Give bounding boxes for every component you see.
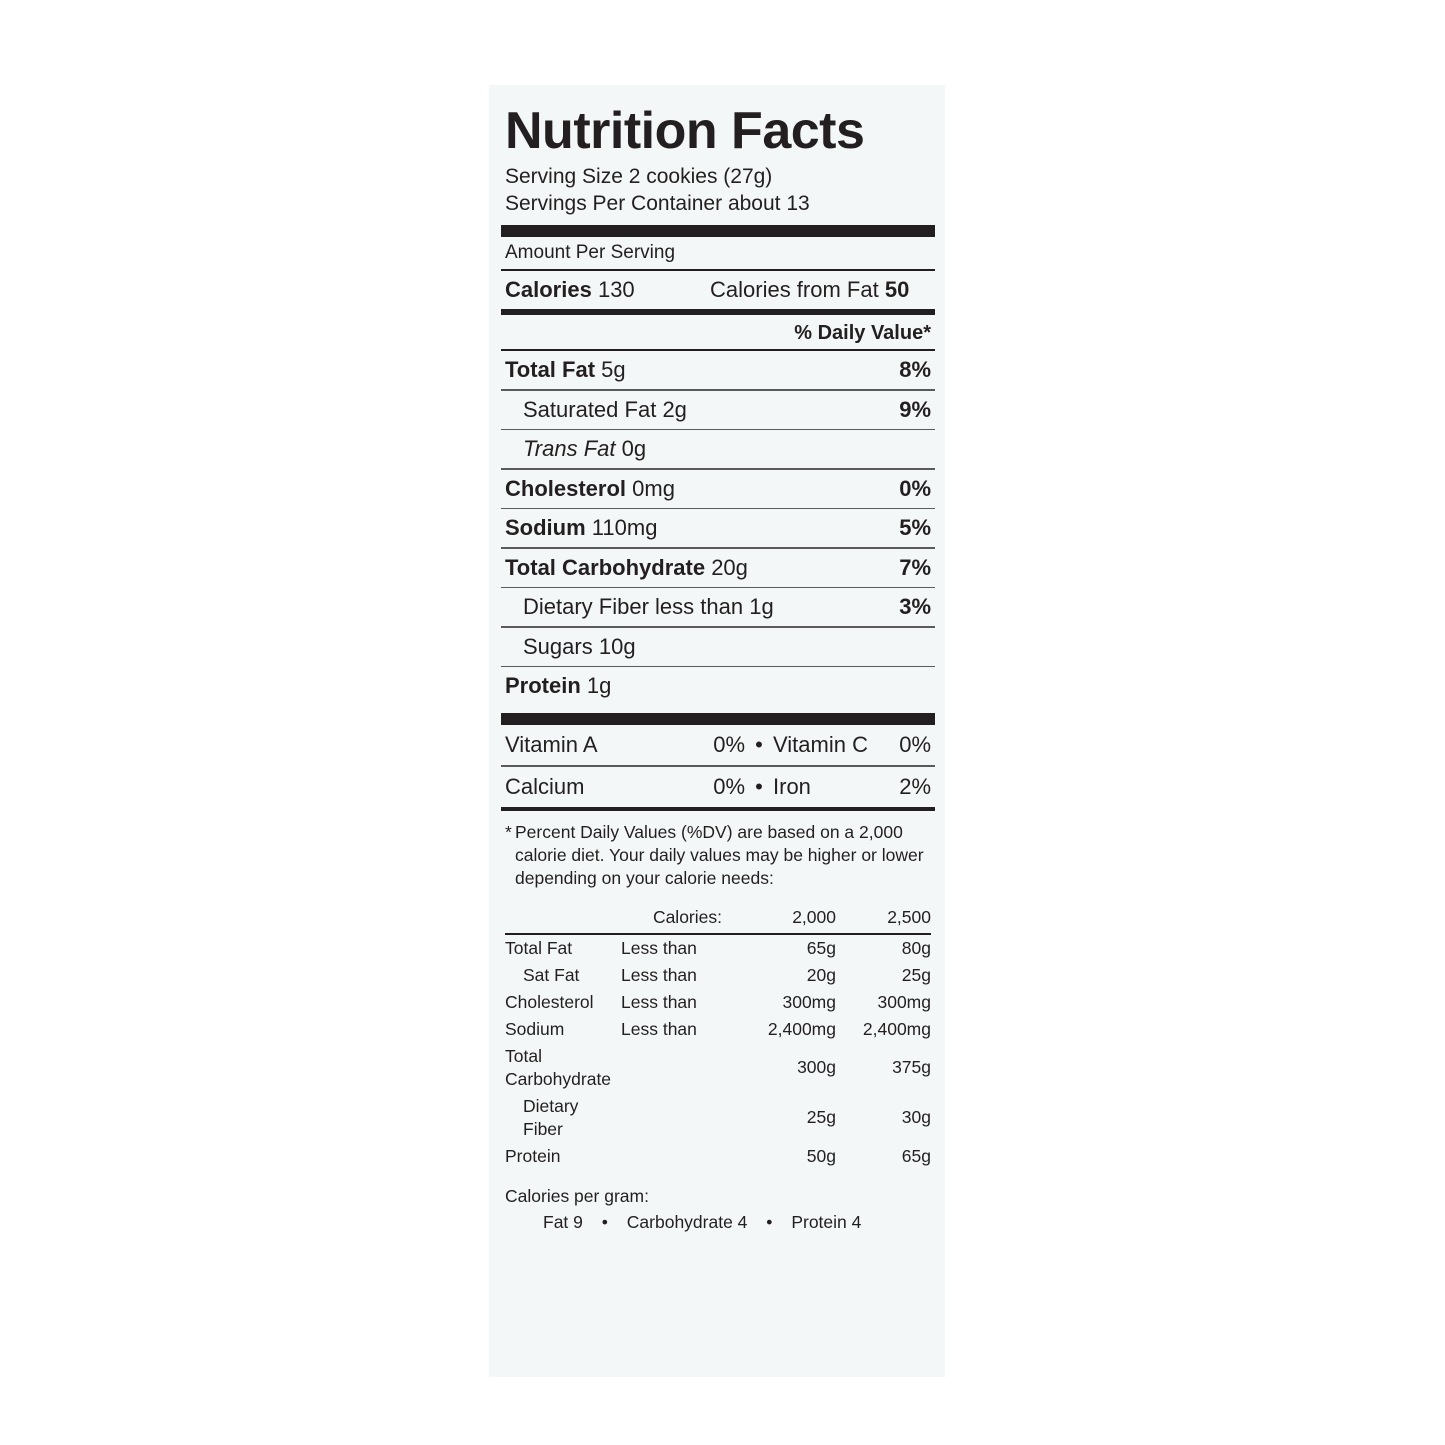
bullet-icon: • [601,1211,608,1232]
nutrient-amount: 0mg [632,475,675,501]
vitamin-name: Vitamin A [505,732,598,757]
nutrient-row-cholesterol [499,470,937,508]
nutrient-dv: 3% [899,594,931,619]
cpg-fat: Fat 9 [543,1211,583,1232]
dv-row-name: Dietary Fiber [523,1095,579,1139]
calories-per-gram-label: Calories per gram: [505,1185,649,1206]
spacer-cell [505,904,621,933]
dv-row-name: Total Fat [505,937,573,958]
dv-row-name: Sat Fat [523,964,580,985]
calories-from-fat-label: Calories from Fat [710,277,879,302]
nutrient-amount: 10g [598,633,636,659]
dv-row-name: Sodium [505,1018,565,1039]
dv-row-less: Less than [621,991,697,1012]
daily-value-header: % Daily Value* [794,322,931,344]
nutrient-row-sodium [499,509,937,547]
table-row-header [505,904,931,933]
nutrient-dv: 9% [899,396,931,422]
nutrient-row-dietary-fiber [499,588,937,626]
nutrient-name-cell [523,633,636,661]
servings-per-container: Servings Per Container about 13 [505,192,810,215]
nutrient-row-total-carbohydrate [499,549,937,587]
calories-from-fat-cell [710,276,909,304]
calories-per-gram-values [505,1210,931,1234]
nutrient-row-protein [499,667,937,705]
dv-row-v2: 30g [901,1107,931,1127]
footnote-text: Percent Daily Values (%DV) are based on a 2,000 calorie diet. Your daily values may be higher or lower depending on your calorie needs: [515,821,924,888]
cpg-carbohydrate: Carbohydrate 4 [626,1211,748,1232]
daily-values-table [505,904,931,1170]
vitamin-percent: 2% [899,773,931,799]
table-row [505,1143,931,1170]
dv-row-v2: 300mg [877,991,931,1012]
bullet-icon: • [755,773,763,799]
divider-thick-top [501,225,935,237]
dv-row-v2: 65g [901,1145,931,1166]
nutrient-dv: 0% [899,475,931,501]
vitamin-name: Calcium [505,773,585,799]
amount-per-serving: Amount Per Serving [505,242,676,263]
nutrient-amount: less than 1g [655,594,774,619]
table-row [505,1043,931,1093]
nutrient-name: Total Fat [505,357,596,382]
vitamin-percent: 0% [713,732,745,757]
nutrient-row-total-fat [499,351,937,389]
nutrient-name-cell [505,475,675,503]
table-row [505,989,931,1016]
nutrient-amount: 110mg [591,515,658,540]
dv-row-name: Total Carbohydrate [505,1045,612,1089]
nutrient-name-cell [523,593,774,621]
dv-row-less [621,1093,726,1143]
bullet-icon: • [766,1211,773,1232]
nutrient-name: Sodium [505,515,586,540]
vitamin-percent: 0% [713,773,745,799]
dv-row-name: Protein [505,1145,561,1166]
nutrient-name-cell [505,514,657,542]
dv-col-2000: 2,000 [792,906,836,927]
vitamin-row-a-c [499,725,937,765]
nutrient-amount: 2g [662,396,687,422]
nutrient-name: Saturated Fat [523,396,657,422]
vitamin-name: Vitamin C [773,732,868,757]
vitamin-name: Iron [773,773,811,799]
dv-row-v1: 2,400mg [767,1018,836,1039]
dv-row-name: Cholesterol [505,991,594,1012]
nutrient-row-sugars [499,628,937,666]
nutrient-row-saturated-fat [499,391,937,429]
nutrient-name: Sugars [523,633,593,659]
dv-row-v1: 65g [806,937,836,958]
calories-cell [505,276,710,304]
nutrient-amount: 5g [601,357,626,382]
nutrient-dv: 7% [899,554,931,580]
table-row [505,934,931,962]
divider-thick-bottom [501,713,935,725]
dv-row-v1: 20g [806,964,836,985]
nutrient-row-trans-fat [499,430,937,468]
page-title: Nutrition Facts [505,102,865,160]
nutrient-name: Total Carbohydrate [505,554,706,580]
footnote [505,821,931,890]
dv-row-less [621,1143,726,1170]
dv-row-v2: 25g [901,964,931,985]
nutrition-facts-panel [489,85,945,1377]
nutrient-dv: 5% [899,515,931,540]
dv-row-v2: 80g [901,937,931,958]
dv-row-v1: 50g [806,1145,836,1166]
nutrient-name-cell [505,554,748,582]
footnote-star: * [505,821,512,842]
calories-row [499,271,937,309]
serving-size: Serving Size 2 cookies (27g) [505,165,773,188]
nutrient-name: Cholesterol [505,475,627,501]
table-row [505,962,931,989]
calories-label: Calories [505,277,592,302]
nutrient-dv: 8% [899,357,931,382]
table-row [505,1016,931,1043]
dv-row-less [621,1043,726,1093]
dv-row-v2: 2,400mg [862,1018,931,1039]
dv-row-v2: 375g [892,1057,931,1077]
dv-row-v1: 25g [806,1107,836,1127]
bullet-icon: • [755,732,763,757]
dv-col-2500: 2,500 [887,906,931,927]
nutrient-amount: 1g [586,673,612,698]
table-row [505,1093,931,1143]
vitamin-percent: 0% [899,732,931,757]
nutrient-name-cell [523,435,646,463]
dv-row-less: Less than [621,964,697,985]
dv-row-less: Less than [621,1018,697,1039]
dv-row-v1: 300mg [782,991,836,1012]
dv-row-v1: 300g [797,1057,836,1077]
cpg-protein: Protein 4 [791,1211,862,1232]
vitamin-row-calcium-iron [499,767,937,807]
nutrient-amount: 20g [711,554,748,580]
nutrient-name: Dietary Fiber [523,594,649,619]
calories-value: 130 [597,277,635,302]
dv-row-less: Less than [621,937,697,958]
nutrition-facts-inner [489,85,945,1234]
nutrient-name-cell [505,356,626,384]
nutrient-name: Protein [505,673,581,698]
nutrient-name-cell [523,396,687,424]
nutrient-name-cell [505,672,611,700]
calories-from-fat-value: 50 [884,277,910,302]
nutrient-name: Trans Fat [523,436,616,461]
footnote-section [501,807,935,1234]
dv-calories-label: Calories: [652,906,722,927]
nutrient-amount: 0g [621,436,647,461]
